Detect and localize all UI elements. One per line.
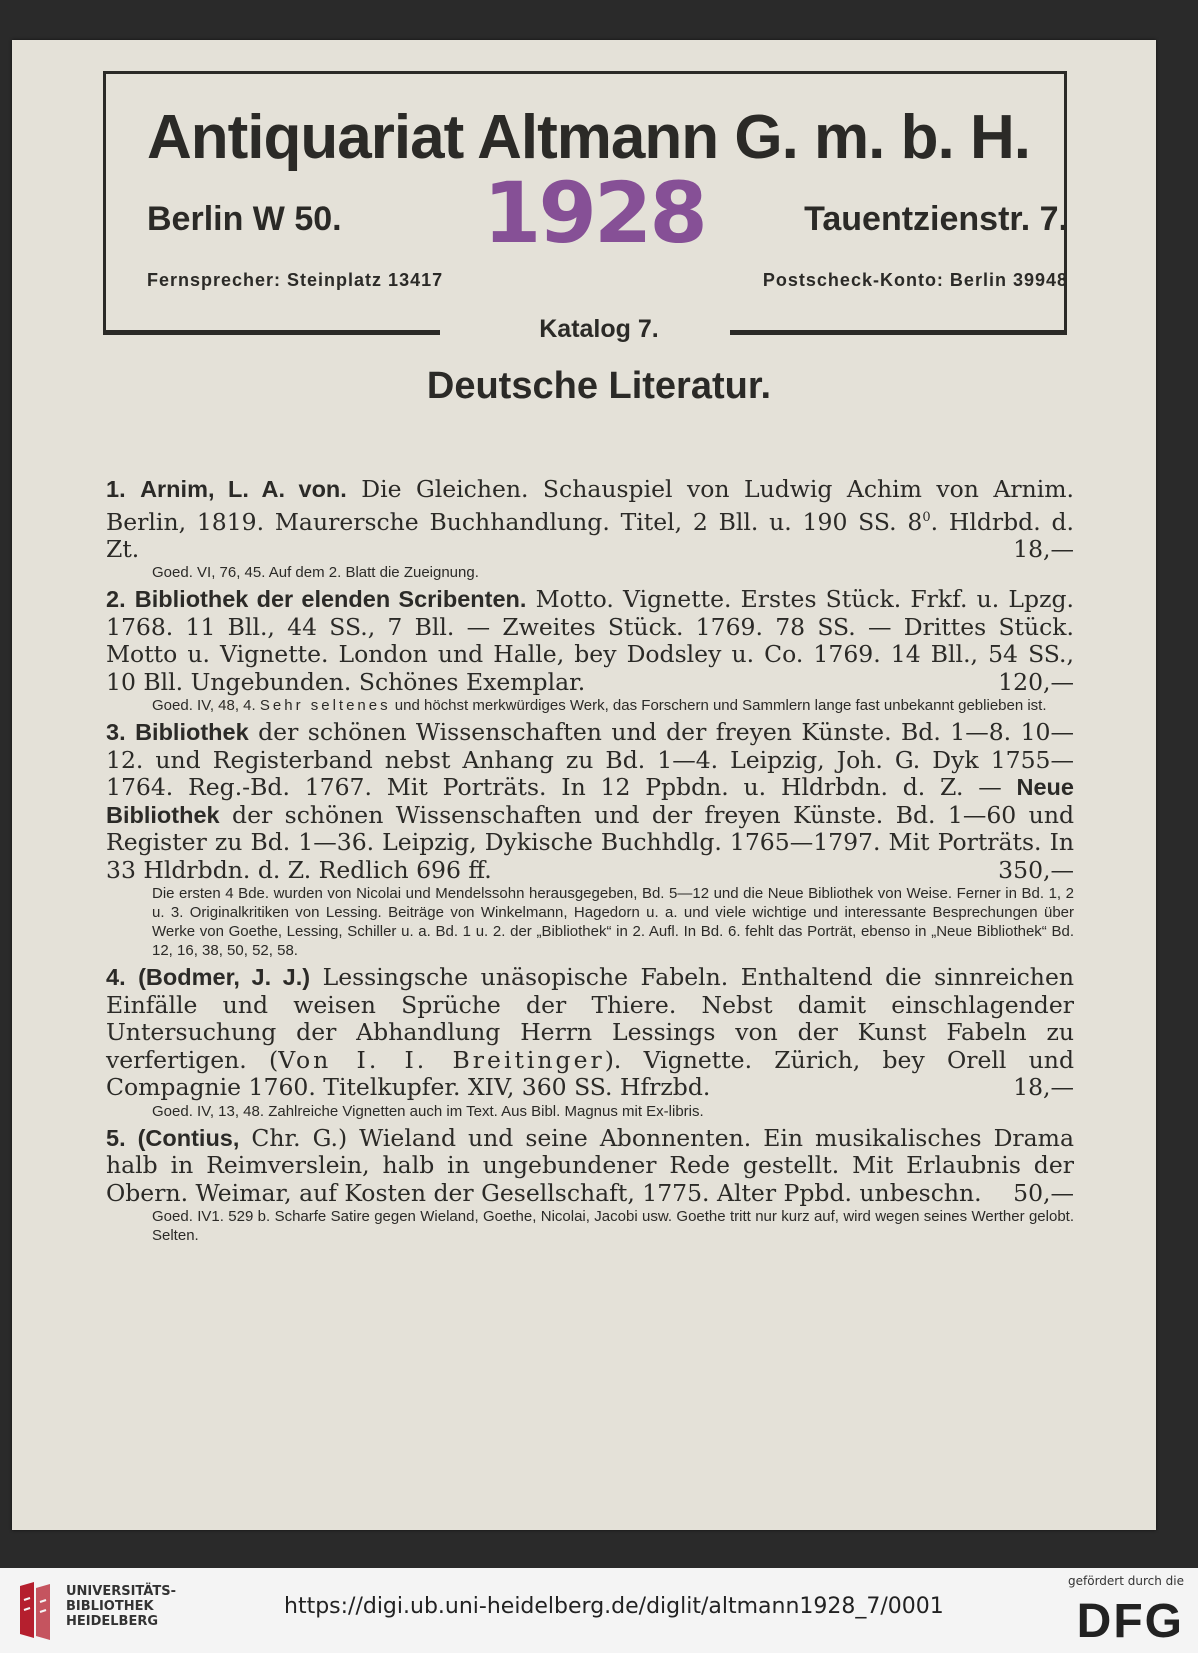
firm-postscheck: Postscheck-Konto: Berlin 39948 (762, 270, 1068, 290)
funding-label: gefördert durch die (1068, 1574, 1184, 1588)
entry-number: 2. (106, 586, 126, 613)
year-stamp: 1928 (483, 164, 705, 262)
entry-note: Die ersten 4 Bde. wurden von Nicolai und Mendelssohn herausgegeben, Bd. 5—12 und die Neue Bibliothek von Weise. Ferner in Bd. 1, 2 u. 3. Originalkritiken von Lessing. Beiträge von Winkelmann, Hagedorn u. a. und viele wichtige und interessante Besprechungen über Werke von Goethe, Lessing, Schiller u. a. Bd. 1 u. 2. der „Bibliothek“ in 2. Aufl. In Bd. 6. fehlt das Porträt, ebenso in „Neue Bibliothek“ Bd. 12, 16, 38, 50, 52, 58. (152, 885, 1074, 960)
entry-text (106, 719, 1074, 884)
library-name-line: HEIDELBERG (66, 1614, 159, 1629)
entry-subtitle: Neue Bibliothek (106, 774, 1074, 828)
entry-description-2: . Hldrbd. d. Zt. (106, 507, 1074, 563)
entry-spaced: Von I. I. Breitinger (278, 1045, 605, 1074)
entry-number: 5. (106, 1124, 126, 1151)
entry-price: 120,— (998, 667, 1074, 696)
entry-note: Goed. IV, 13, 48. Zahlreiche Vignetten auch im Text. Aus Bibl. Magnus mit Ex-libris. (152, 1102, 704, 1120)
entry-author: Bibliothek (135, 719, 249, 746)
catalog-entry (106, 964, 1074, 1121)
catalog-entry (106, 719, 1074, 960)
catalog-entry (106, 476, 1074, 582)
entry-price: 18,— (1013, 534, 1074, 563)
entry-description-2: der schönen Wissenschaften und der freyen Künste. Bd. 1—60 und Register zu Bd. 1—36. Leipzig, Dykische Buchhdlg. 1765—1797. Mit Porträts. In 33 Hldrbdn. d. Z. Redlich 696 ff. (106, 800, 1074, 884)
catalog-entry (106, 1125, 1074, 1246)
catalog-entry (106, 586, 1074, 715)
library-name-line: BIBLIOTHEK (66, 1599, 154, 1614)
entry-number: 1. (106, 476, 126, 502)
entry-description: Chr. G.) Wieland und seine Abonnenten. Ein musikalisches Drama halb in Reimverslein, halb in ungebundener Rede gestellt. Mit Erlaubnis der Obern. Weimar, auf Kosten der Gesellschaft, 1775. Alter Ppbd. unbeschn. (106, 1123, 1074, 1207)
catalog-number: Katalog 7. (539, 315, 659, 343)
catalog-entries (106, 476, 1074, 1249)
entry-note (152, 696, 1074, 715)
university-library-logo-icon[interactable] (14, 1580, 58, 1642)
viewer-footer (0, 1568, 1198, 1653)
entry-description: Motto. Vignette. Erstes Stück. Frkf. u. Lpzg. 1768. 11 Bll., 44 SS., 7 Bll. — Zweites Stück. 1769. 78 SS. — Drittes Stück. Motto u. Vignette. London und Halle, bey Dodsley u. Co. 1769. 14 Bll., 54 SS., 10 Bll. Ungebunden. Schönes Exemplar. (106, 585, 1074, 696)
entry-description-2: ). Vignette. Zürich, bey Orell und Compagnie 1760. Titelkupfer. XIV, 360 SS. Hfrzbd. (106, 1045, 1074, 1102)
document-url-link[interactable]: https://digi.ub.uni-heidelberg.de/diglit/altmann1928_7/0001 (284, 1594, 944, 1619)
entry-text (106, 964, 1074, 1102)
entry-author: Bibliothek der elenden Scribenten. (134, 586, 527, 613)
note-part: Goed. IV, 48, 4. (152, 697, 256, 715)
entry-text (106, 1125, 1074, 1208)
entry-sup: 0 (922, 509, 931, 525)
entry-note: Goed. IV1. 529 b. Scharfe Satire gegen Wieland, Goethe, Nicolai, Jacobi usw. Goethe tritt nur kurz auf, wird wegen seines Werther gelobt. Selten. (152, 1208, 1074, 1245)
firm-phone: Fernsprecher: Steinplatz 13417 (147, 270, 444, 290)
entry-price: 50,— (1013, 1178, 1074, 1207)
entry-text (106, 476, 1074, 563)
firm-street: Tauentzienstr. 7. (804, 200, 1068, 238)
entry-author: (Bodmer, J. J.) (138, 964, 311, 991)
section-title: Deutsche Literatur. (426, 365, 772, 407)
entry-description: der schönen Wissenschaften und der freyen Künste. Bd. 1—8. 10—12. und Registerband nebst Anhang zu Bd. 1—4. Leipzig, Joh. G. Dyk 1755—1764. Reg.-Bd. 1767. Mit Porträts. In 12 Ppbdn. u. Hldrbdn. d. Z. — (106, 718, 1074, 802)
entry-description: Die Gleichen. Schauspiel von Ludwig Achim von Arnim. Berlin, 1819. Maurersche Buchhandlung. Titel, 2 Bll. u. 190 SS. 8 (106, 475, 1074, 536)
entry-number: 3. (106, 719, 126, 746)
entry-price: 350,— (998, 855, 1074, 884)
entry-note: Goed. VI, 76, 45. Auf dem 2. Blatt die Zueignung. (152, 564, 479, 582)
entry-price: 18,— (1013, 1073, 1074, 1102)
entry-number: 4. (106, 964, 126, 991)
entry-author: Arnim, L. A. von. (140, 476, 347, 502)
dfg-logo[interactable]: DFG (1076, 1595, 1184, 1648)
entry-author: (Contius, (137, 1124, 240, 1151)
entry-text (106, 586, 1074, 696)
university-library-name[interactable] (66, 1584, 176, 1629)
library-name-line: UNIVERSITÄTS- (66, 1584, 176, 1599)
entry-description: Lessingsche unäsopische Fabeln. Enthaltend die sinnreichen Einfälle und weisen Sprüche der Thiere. Nebst damit einschlagender Untersuchung der Abhandlung Herrn Lessings von der Kunst Fabeln zu verfertigen. ( (106, 963, 1074, 1074)
firm-city: Berlin W 50. (147, 200, 342, 238)
note-spaced: Sehr seltenes (259, 697, 391, 715)
note-part: und höchst merkwürdiges Werk, das Forschern und Sammlern lange fast unbekannt geblieben ist. (394, 697, 1047, 715)
firm-name: Antiquariat Altmann G. m. b. H. (147, 103, 1030, 172)
